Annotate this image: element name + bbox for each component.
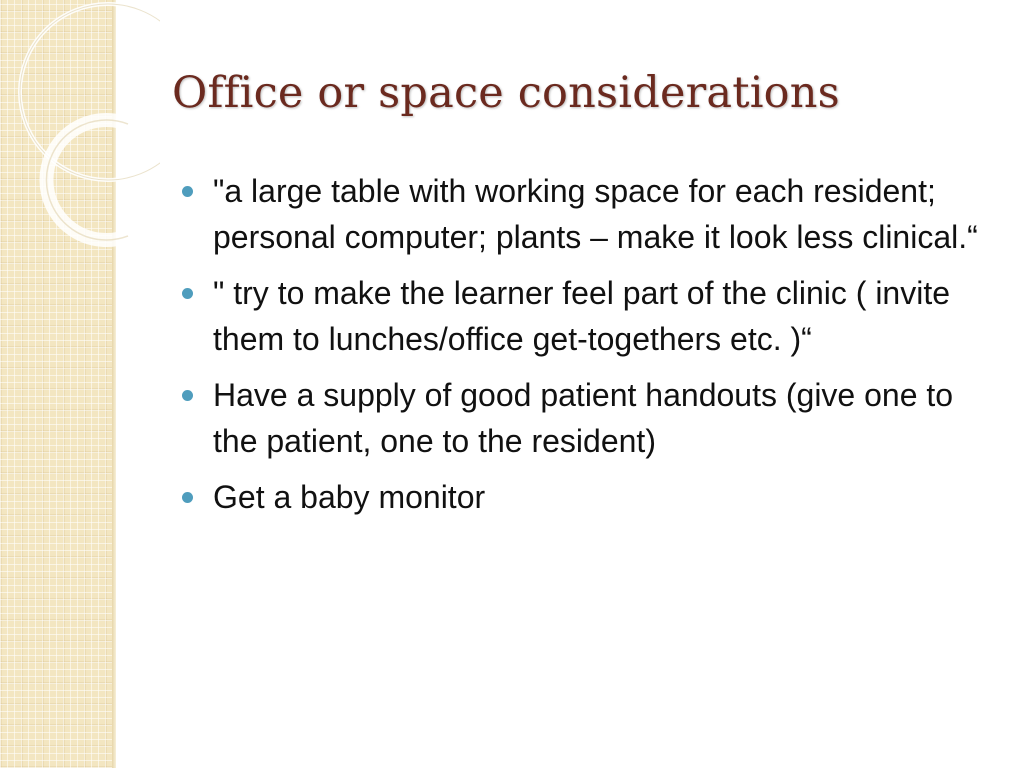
bullet-item bbox=[182, 372, 1002, 464]
slide-title: Office or space considerations bbox=[172, 68, 840, 118]
bullet-item bbox=[182, 270, 1002, 362]
bullet-dot-icon bbox=[182, 186, 193, 197]
bullet-text: "a large table with working space for each resident; personal computer; plants – make it look less clinical.“ bbox=[213, 173, 978, 255]
bullet-dot-icon bbox=[182, 492, 193, 503]
decorative-circle-large bbox=[20, 4, 160, 180]
bullet-dot-icon bbox=[182, 288, 193, 299]
bullet-text: Get a baby monitor bbox=[213, 479, 486, 515]
bullet-item bbox=[182, 474, 1002, 520]
decorative-circles bbox=[0, 0, 160, 260]
bullet-text: " try to make the learner feel part of the clinic ( invite them to lunches/office get-togethers etc. )“ bbox=[213, 275, 951, 357]
bullet-text: Have a supply of good patient handouts (give one to the patient, one to the resident) bbox=[213, 377, 954, 459]
bullet-item bbox=[182, 168, 1002, 260]
bullet-dot-icon bbox=[182, 390, 193, 401]
decorative-circle-large-outline bbox=[20, 4, 160, 180]
bullet-list bbox=[182, 168, 1002, 530]
